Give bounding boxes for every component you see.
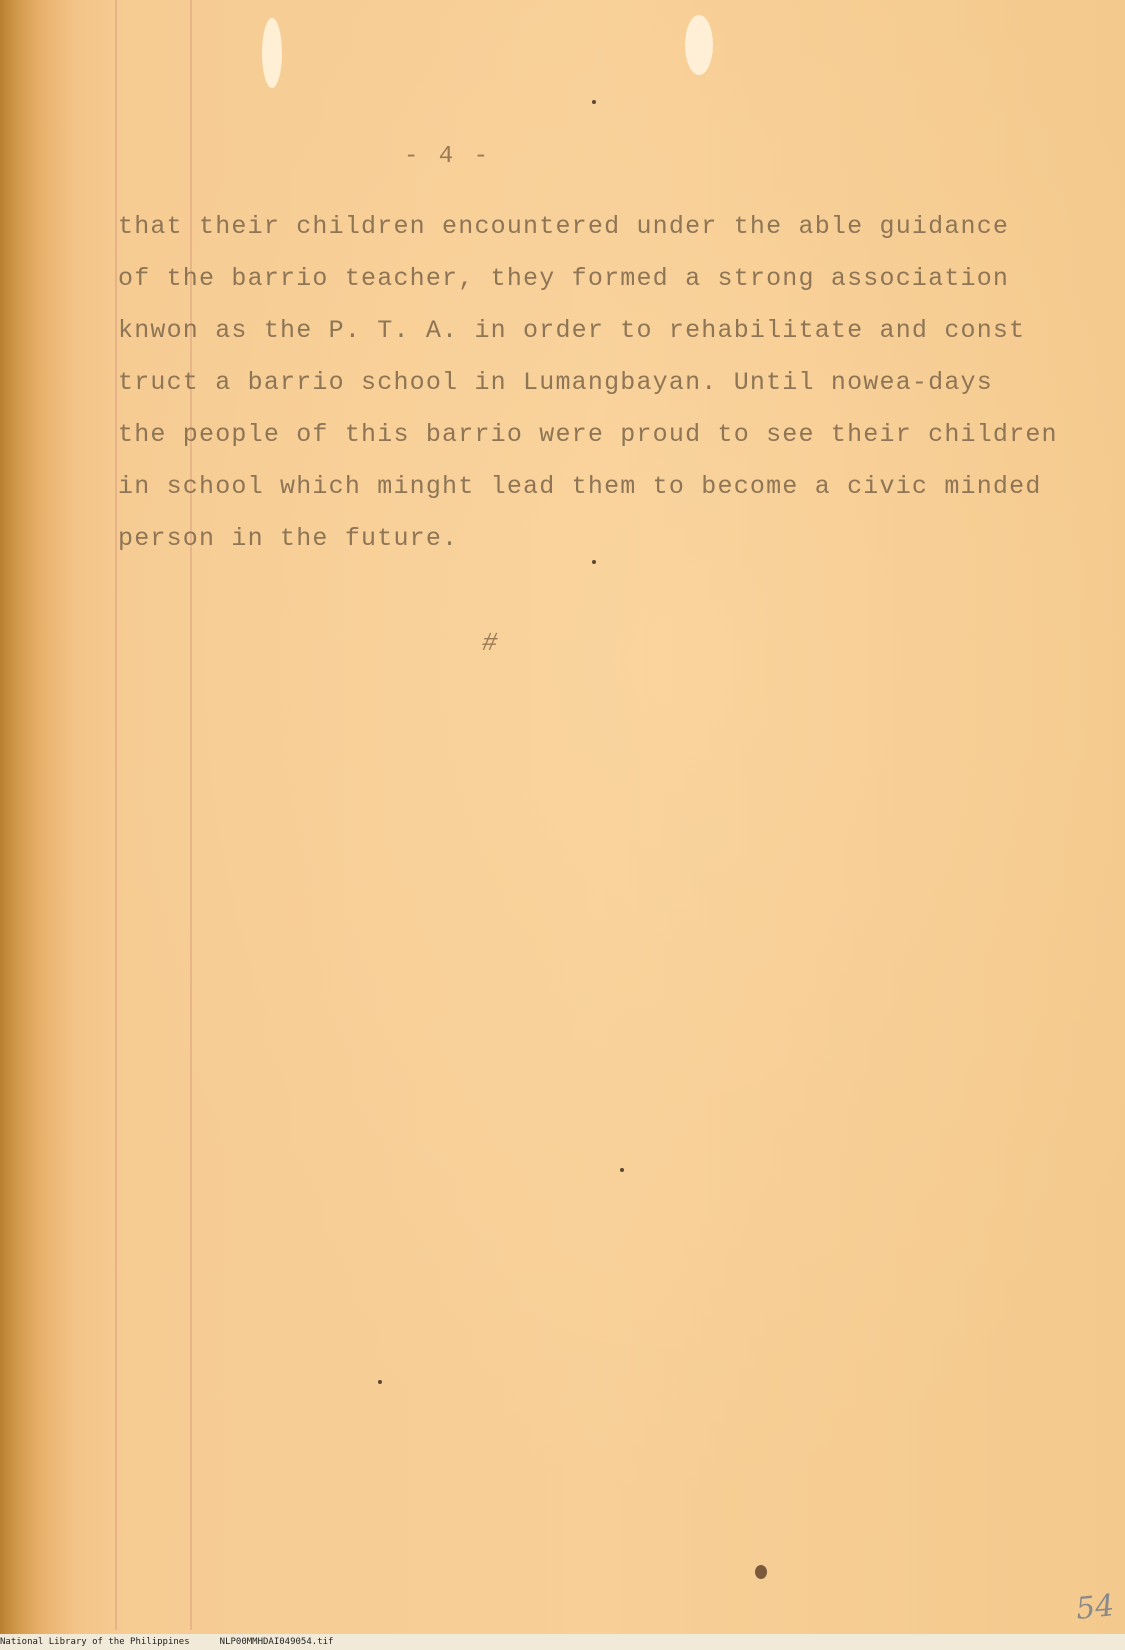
end-mark: #	[478, 628, 501, 658]
paper-speck	[378, 1380, 382, 1384]
handwritten-page-number: 54	[1074, 1588, 1116, 1627]
body-paragraph	[118, 212, 1058, 576]
footer-filename: NLP00MMHDAI049054.tif	[219, 1637, 334, 1647]
paper-speck	[620, 1168, 624, 1172]
paper-speck	[592, 100, 596, 104]
text-line: knwon as the P. T. A. in order to rehabilitate and const	[118, 316, 1026, 345]
text-line: truct a barrio school in Lumangbayan. Until nowea-days	[118, 368, 993, 397]
scan-footer	[0, 1634, 1125, 1650]
text-line: the people of this barrio were proud to see their children	[118, 420, 1058, 449]
text-line: person in the future.	[118, 524, 459, 553]
text-line: in school which minght lead them to become a civic minded	[118, 472, 1042, 501]
paper-tear-mark	[262, 18, 282, 88]
margin-line-left	[115, 0, 117, 1630]
text-line: that their children encountered under the able guidance	[118, 212, 1010, 241]
paper-tear-mark	[685, 15, 713, 75]
page-number: - 4 -	[404, 143, 492, 170]
paper-speck	[755, 1565, 767, 1579]
text-line: of the barrio teacher, they formed a strong association	[118, 264, 1010, 293]
footer-institution: National Library of the Philippines	[0, 1637, 190, 1647]
